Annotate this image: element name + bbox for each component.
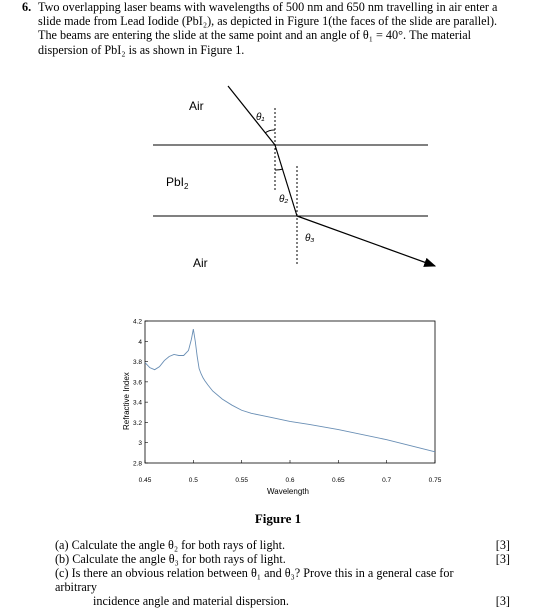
question-line-4: dispersion of PbI₂ is as shown in Figure 1. xyxy=(38,42,245,57)
part-c-text-2: incidence angle and material dispersion. xyxy=(93,594,289,608)
part-a-mark: [3] xyxy=(495,538,510,552)
air-bottom-label: Air xyxy=(193,256,208,270)
part-c-mark: [3] xyxy=(495,594,510,608)
y-tick-label: 3.2 xyxy=(132,419,142,427)
theta1-arc xyxy=(265,130,275,133)
x-axis-label: Wavelength xyxy=(267,487,309,496)
part-a-text: (a) Calculate the angle θ₂ for both rays of light. xyxy=(55,538,286,552)
x-axis-ticks xyxy=(139,460,442,484)
x-tick-label: 0.75 xyxy=(428,477,442,484)
theta2-label: θ₂ xyxy=(279,194,289,205)
part-b xyxy=(55,552,510,566)
y-tick-label: 3.4 xyxy=(132,399,142,407)
x-tick-label: 0.6 xyxy=(285,477,295,484)
dispersion-series-line xyxy=(145,329,435,452)
y-tick-label: 4.2 xyxy=(132,318,142,326)
theta3-label: θ₃ xyxy=(305,233,315,244)
x-tick-label: 0.45 xyxy=(138,477,152,484)
question-parts xyxy=(55,538,510,608)
x-tick-label: 0.5 xyxy=(188,477,198,484)
theta1-label: θ₁ xyxy=(256,112,265,123)
question-number: 6. xyxy=(22,0,32,14)
part-c-text: (c) Is there an obvious relation between θ₁ and θ₃? Prove this in a general case for arbitrary xyxy=(55,566,454,594)
question-line-1: Two overlapping laser beams with wavelengths of 500 nm and 650 nm travelling in air enter a xyxy=(38,0,498,14)
figure-caption: Figure 1 xyxy=(254,511,302,526)
air-top-label: Air xyxy=(189,99,204,113)
question-line-2: slide made from Lead Iodide (PbI₂), as depicted in Figure 1(the faces of the slide are parallel). xyxy=(38,14,498,29)
x-tick-label: 0.7 xyxy=(382,477,392,484)
pbi2-label: PbI$_2$ xyxy=(166,175,189,191)
theta2-arc xyxy=(275,169,283,170)
dispersion-chart xyxy=(122,319,442,497)
y-tick-label: 3.8 xyxy=(132,359,142,367)
refraction-diagram xyxy=(153,86,435,270)
x-tick-label: 0.55 xyxy=(235,477,248,484)
x-tick-label: 0.65 xyxy=(332,477,345,484)
part-c xyxy=(55,566,510,594)
y-tick-label: 4 xyxy=(138,338,142,346)
part-b-text: (b) Calculate the angle θ₃ for both rays of light. xyxy=(55,552,286,566)
exit-ray xyxy=(297,216,435,266)
part-b-mark: [3] xyxy=(495,552,510,566)
y-tick-label: 3 xyxy=(138,440,142,448)
question-line-3: The beams are entering the slide at the same point and an angle of θ₁ = 40°. The material xyxy=(38,28,472,43)
y-tick-label: 2.8 xyxy=(132,460,142,468)
y-axis-label: Refractive Index xyxy=(122,372,131,430)
y-tick-label: 3.6 xyxy=(132,379,142,387)
refracted-ray xyxy=(275,145,297,216)
part-c-continued xyxy=(55,594,510,608)
incident-ray xyxy=(228,86,275,145)
y-axis-ticks xyxy=(133,319,148,468)
part-a xyxy=(55,538,510,552)
chart-frame xyxy=(145,321,435,463)
